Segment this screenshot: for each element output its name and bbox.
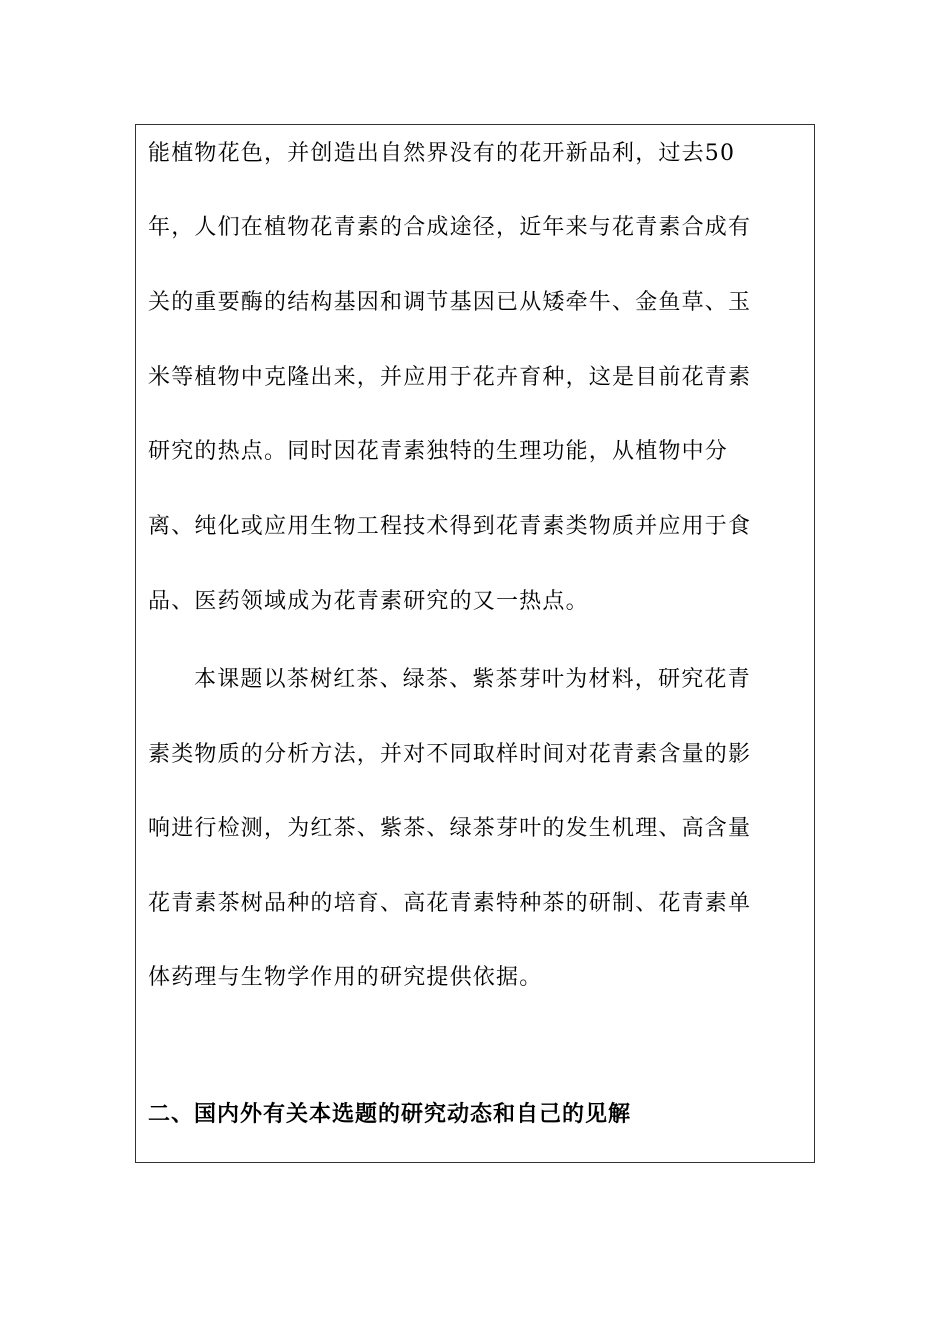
paragraph-1-line-4: 米等植物中克隆出来，并应用于花卉育种，这是目前花青素 [148, 365, 752, 390]
section-heading: 二、国内外有关本选题的研究动态和自己的见解 [148, 1102, 632, 1127]
paragraph-1-line-7: 品、医药领域成为花青素研究的又一热点。 [148, 589, 589, 614]
paragraph-2-line-5: 体药理与生物学作用的研究提供依据。 [148, 965, 543, 990]
paragraph-2-line-1: 本课题以茶树红茶、绿茶、紫茶芽叶为材料，研究花青 [194, 667, 751, 692]
paragraph-1-line-6: 离、纯化或应用生物工程技术得到花青素类物质并应用于食 [148, 514, 752, 539]
paragraph-2-line-3: 响进行检测，为红茶、紫茶、绿茶芽叶的发生机理、高含量 [148, 816, 752, 841]
content-frame [135, 124, 815, 1163]
paragraph-1-line-2: 年，人们在植物花青素的合成途径，近年来与花青素合成有 [148, 215, 752, 240]
paragraph-1-line-5: 研究的热点。同时因花青素独特的生理功能，从植物中分 [148, 439, 729, 464]
paragraph-1-line-3: 关的重要酶的结构基因和调节基因已从矮牵牛、金鱼草、玉 [148, 290, 752, 315]
paragraph-2-line-4: 花青素茶树品种的培育、高花青素特种茶的研制、花青素单 [148, 891, 752, 916]
paragraph-2-line-2: 素类物质的分析方法，并对不同取样时间对花青素含量的影 [148, 742, 752, 767]
paragraph-1-line-1: 能植物花色，并创造出自然界没有的花开新品利，过去50 [148, 141, 736, 166]
